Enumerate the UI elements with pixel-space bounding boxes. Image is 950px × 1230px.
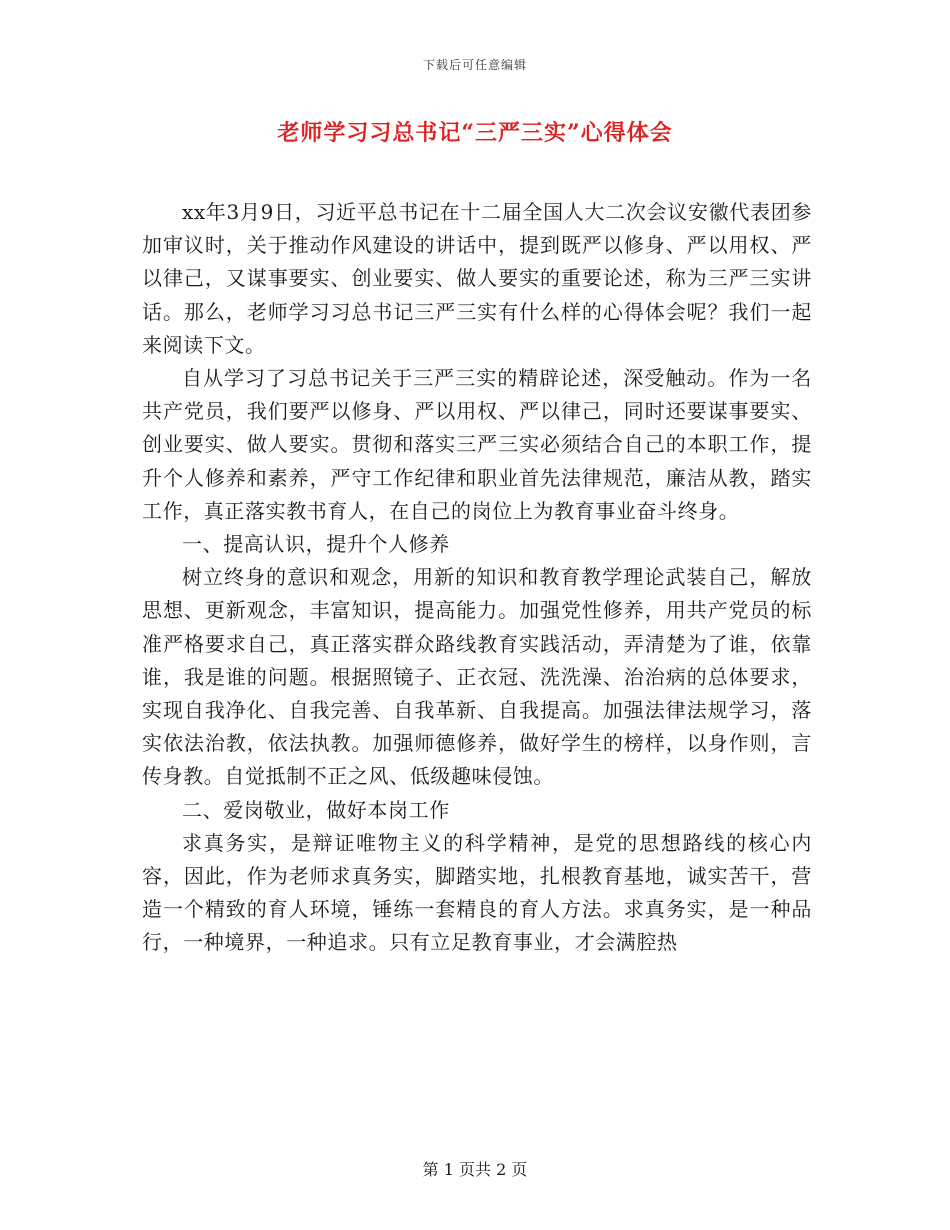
section-heading-1: 一、提高认识，提升个人修养 bbox=[182, 532, 450, 557]
header-note: 下载后可任意编辑 bbox=[422, 58, 527, 72]
section-heading-2: 二、爱岗敬业，做好本岗工作 bbox=[182, 797, 450, 822]
document-body bbox=[142, 196, 812, 960]
document-title: 老师学习习总书记“三严三实”心得体会 bbox=[277, 120, 673, 146]
paragraph-section-1: 树立终身的意识和观念，用新的知识和教育教学理论武装自己，解放思想、更新观念，丰富知识，提高能力。加强党性修养，用共产党员的标准严格要求自己，真正落实群众路线教育实践活动，弄清楚为了谁，依靠谁，我是谁的问题。根据照镜子、正衣冠、洗洗澡、治治病的总体要求，实现自我净化、自我完善、自我革新、自我提高。加强法律法规学习，落实依法治教，依法执教。加强师德修养，做好学生的榜样，以身作则，言传身教。自觉抵制不正之风、低级趣味侵蚀。 bbox=[142, 565, 812, 789]
page-number: 第 1 页共 2 页 bbox=[422, 1160, 528, 1179]
paragraph-section-2: 求真务实，是辩证唯物主义的科学精神，是党的思想路线的核心内容，因此，作为老师求真务实，脚踏实地，扎根教育基地，诚实苦干，营造一个精致的育人环境，锤练一套精良的育人方法。求真务实，是一种品行，一种境界，一种追求。只有立足教育事业，才会满腔热 bbox=[142, 830, 812, 955]
paragraph-reflection: 自从学习了习总书记关于三严三实的精辟论述，深受触动。作为一名共产党员，我们要严以修身、严以用权、严以律己，同时还要谋事要实、创业要实、做人要实。贯彻和落实三严三实必须结合自己的本职工作，提升个人修养和素养，严守工作纪律和职业首先法律规范，廉洁从教，踏实工作，真正落实教书育人，在自己的岗位上为教育事业奋斗终身。 bbox=[142, 366, 812, 523]
paragraph-intro: xx年3月9日，习近平总书记在十二届全国人大二次会议安徽代表团参加审议时，关于推动作风建设的讲话中，提到既严以修身、严以用权、严以律己，又谋事要实、创业要实、做人要实的重要论述，称为三严三实讲话。那么，老师学习习总书记三严三实有什么样的心得体会呢？我们一起来阅读下文。 bbox=[142, 200, 812, 357]
